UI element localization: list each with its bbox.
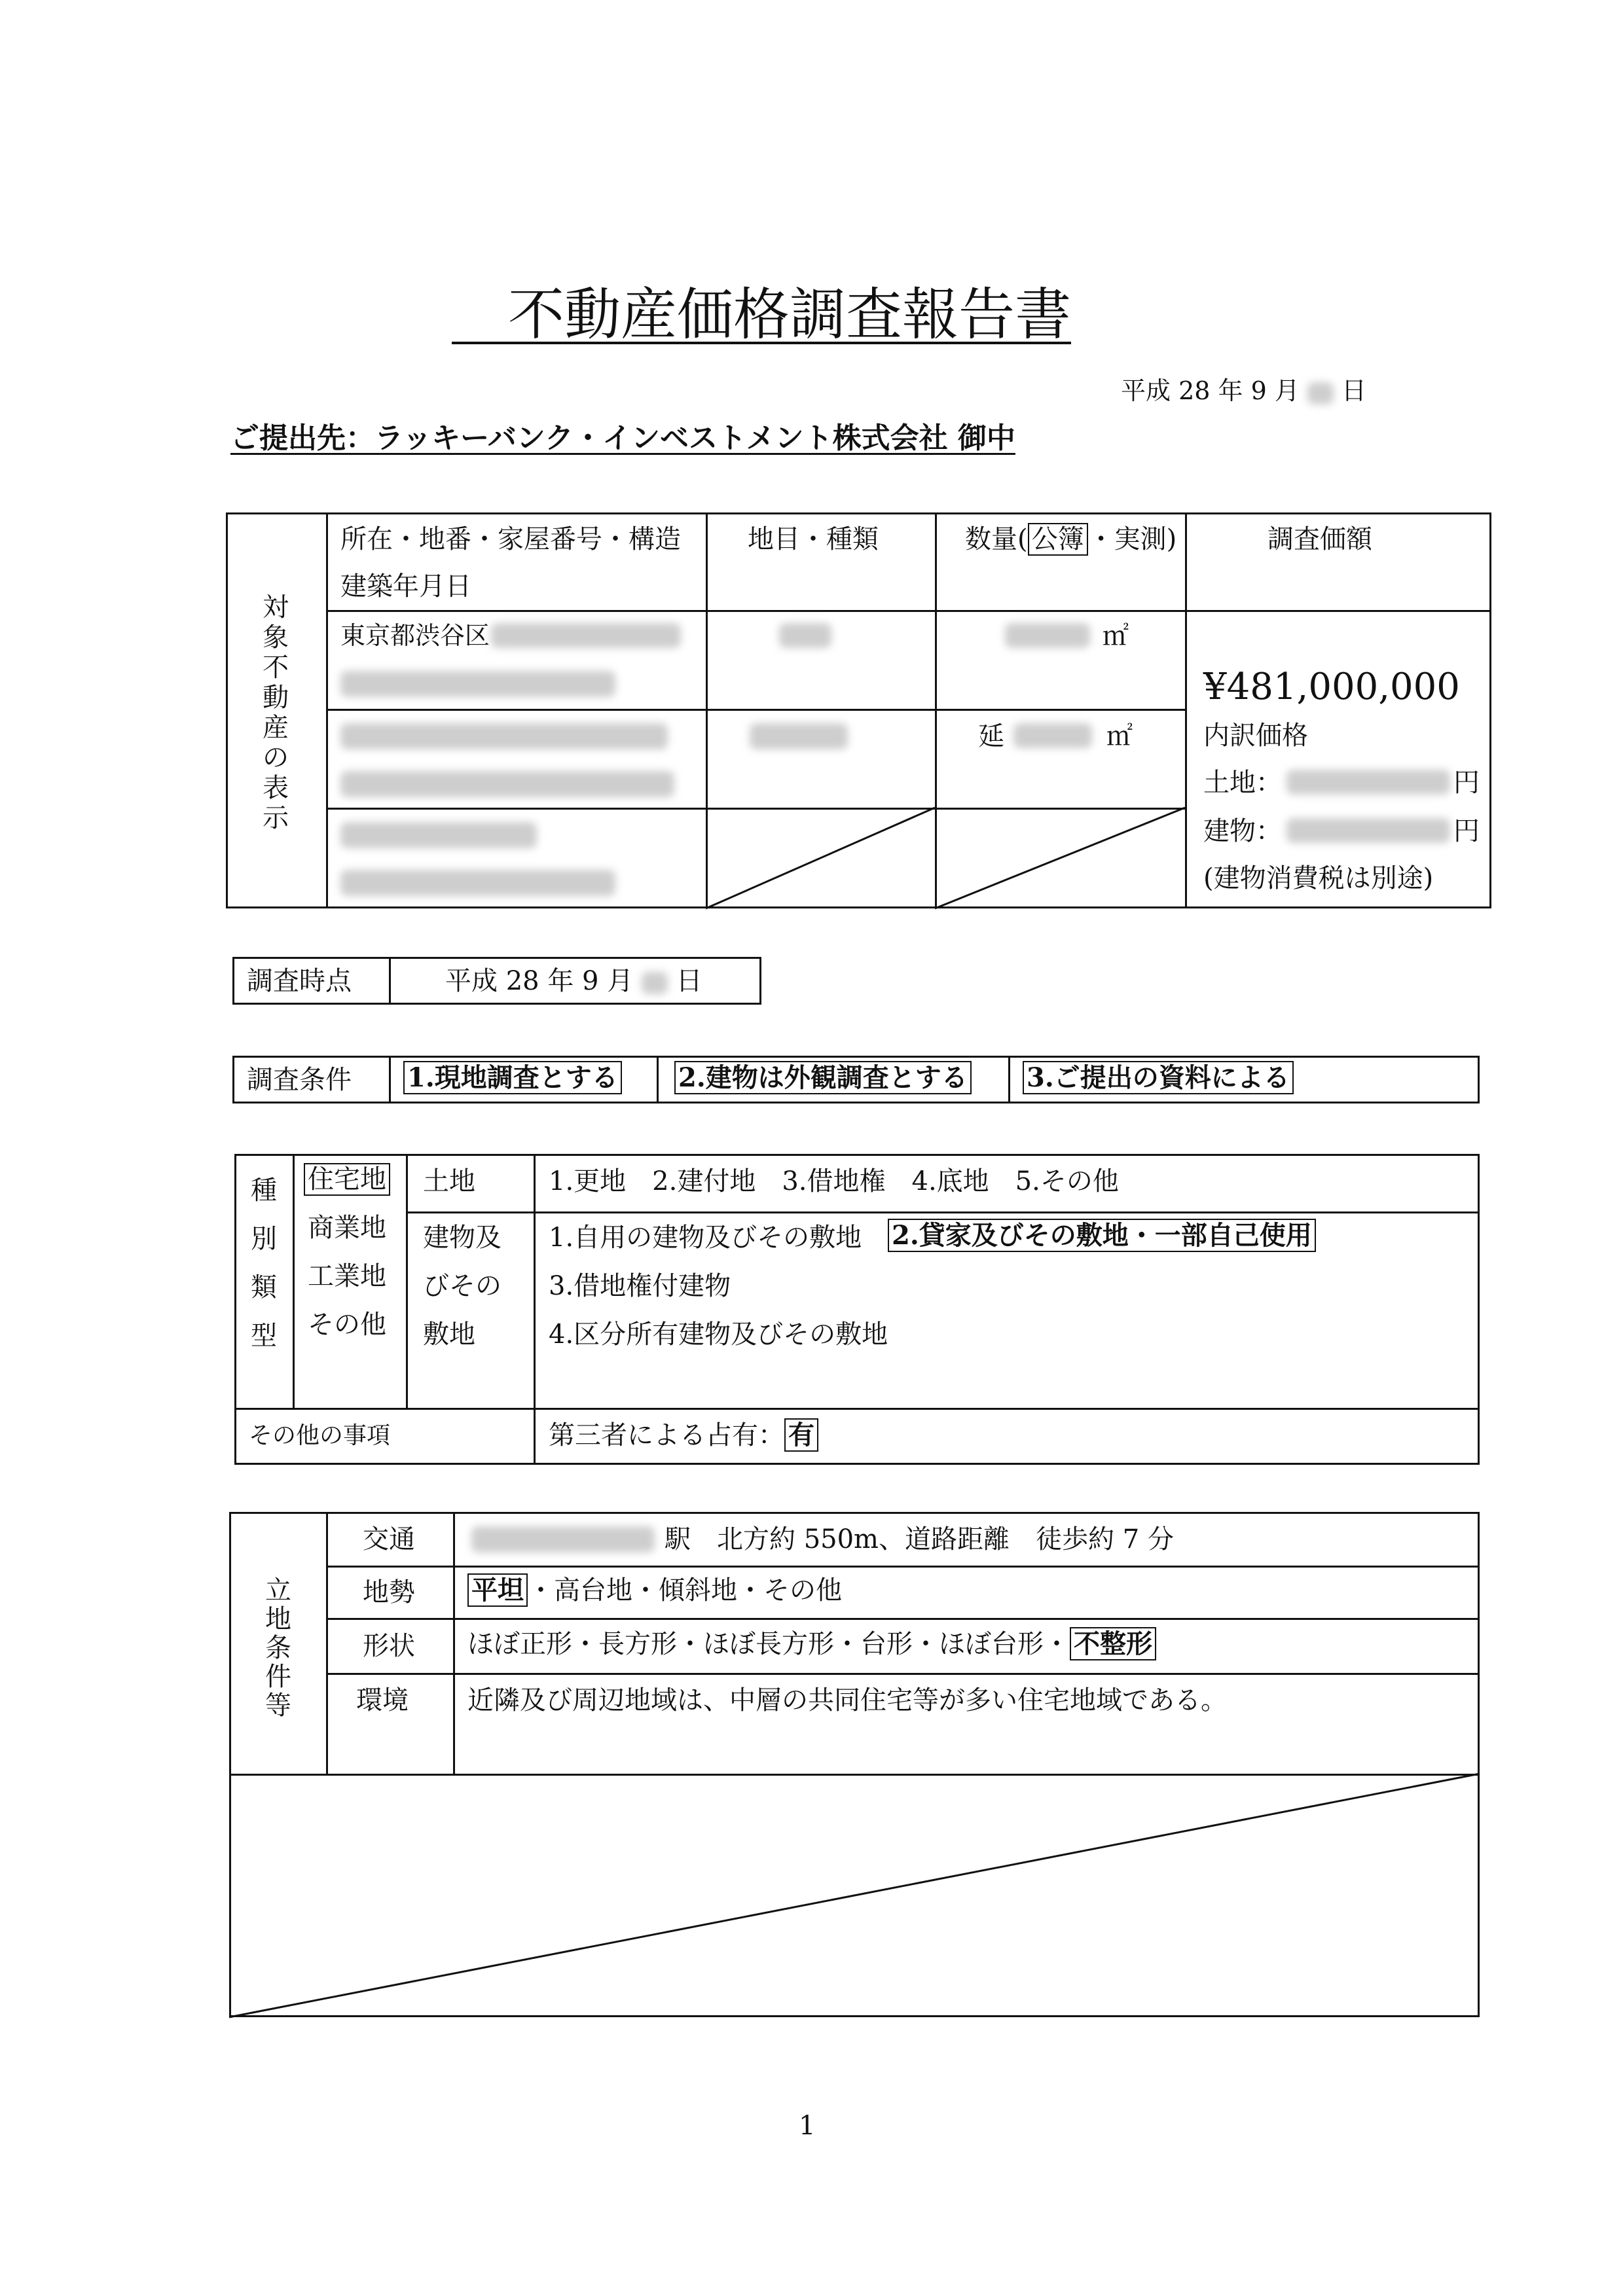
area-unit: ㎡ bbox=[1103, 621, 1129, 651]
other-matters-label: その他の事項 bbox=[249, 1422, 391, 1449]
building-price-yen: 円 bbox=[1453, 816, 1480, 846]
property-side-label: 対 象 不 動 産 の 表 示 bbox=[263, 592, 289, 833]
diagonal-strike bbox=[229, 1774, 1480, 2017]
redacted-station bbox=[471, 1526, 655, 1552]
floor-prefix: 延 bbox=[978, 721, 1004, 751]
building-price-label: 建物： bbox=[1203, 816, 1282, 846]
redacted-address bbox=[491, 623, 681, 648]
environment-value: 近隣及び周辺地域は、中層の共同住宅等が多い住宅地域である。 bbox=[467, 1685, 1227, 1715]
shape-value: ほぼ正形・長方形・ほぼ長方形・台形・ほぼ台形・ 不整形 bbox=[467, 1631, 1156, 1657]
occupancy: 第三者による占有： 有 bbox=[549, 1422, 818, 1448]
redacted-building-4 bbox=[340, 870, 615, 896]
redacted-lot bbox=[340, 671, 615, 697]
land-price-yen: 円 bbox=[1453, 768, 1480, 798]
redacted-building-type bbox=[750, 723, 848, 749]
environment-label: 環境 bbox=[356, 1685, 409, 1715]
building-option-4: 4.区分所有建物及びその敷地 bbox=[549, 1319, 888, 1350]
page-title: 不動産価格調査報告書 bbox=[452, 282, 1071, 348]
use-option: 商業地 bbox=[308, 1213, 386, 1243]
redacted-floor-area bbox=[1013, 723, 1092, 748]
use-selected: 住宅地 bbox=[304, 1166, 390, 1193]
type-side-label: 種 別 類 型 bbox=[251, 1175, 277, 1351]
survey-time-label: 調査時点 bbox=[247, 966, 352, 996]
report-date: 平成 28 年 9 月 日 bbox=[1121, 376, 1367, 405]
conditions-label: 調査条件 bbox=[247, 1065, 352, 1095]
row1-location: 東京都渋谷区 bbox=[340, 621, 490, 650]
redacted-building-1 bbox=[340, 723, 668, 749]
total-price: ¥481,000,000 bbox=[1203, 666, 1460, 708]
building-option-1: 1.自用の建物及びその敷地 bbox=[549, 1223, 862, 1253]
header-price: 調査価額 bbox=[1267, 524, 1372, 554]
building-label-3: 敷地 bbox=[423, 1319, 475, 1350]
terrain-label: 地勢 bbox=[363, 1577, 415, 1607]
redacted-building-3 bbox=[340, 822, 537, 848]
redacted-area bbox=[1005, 623, 1090, 648]
survey-time-value: 平成 28 年 9 月 日 bbox=[445, 966, 702, 996]
transport-label: 交通 bbox=[363, 1524, 415, 1554]
transport-value: 駅 北方約 550m、道路距離 徒歩約 7 分 bbox=[665, 1524, 1174, 1554]
header-category: 地目・種類 bbox=[748, 524, 879, 554]
redacted-category bbox=[779, 623, 831, 648]
header-location: 所在・地番・家屋番号・構造 bbox=[340, 524, 681, 554]
land-label: 土地 bbox=[423, 1166, 475, 1196]
land-price-label: 土地： bbox=[1203, 768, 1282, 798]
diagonal-strike bbox=[706, 808, 935, 908]
header-quantity: 数量( 公簿 ・実測) bbox=[965, 524, 1177, 554]
shape-label: 形状 bbox=[363, 1631, 415, 1661]
condition-item: 2.建物は外観調査とする bbox=[674, 1065, 972, 1091]
tax-note: (建物消費税は別途) bbox=[1203, 863, 1434, 893]
land-options: 1.更地 2.建付地 3.借地権 4.底地 5.その他 bbox=[549, 1166, 1119, 1196]
condition-item: 3.ご提出の資料による bbox=[1023, 1065, 1294, 1091]
use-option: 工業地 bbox=[308, 1261, 386, 1291]
redacted-building-price bbox=[1286, 818, 1450, 843]
building-label-2: びその bbox=[423, 1271, 501, 1301]
building-option-3: 3.借地権付建物 bbox=[549, 1271, 731, 1301]
location-side-label: 立 地 条 件 等 bbox=[265, 1575, 291, 1721]
use-option: その他 bbox=[308, 1310, 386, 1340]
building-label-1: 建物及 bbox=[423, 1223, 501, 1253]
page-number: 1 bbox=[799, 2111, 816, 2141]
building-option-2-selected: 2.貸家及びその敷地・一部自己使用 bbox=[888, 1223, 1316, 1249]
diagonal-strike bbox=[935, 808, 1185, 908]
redacted-building-2 bbox=[340, 771, 674, 797]
redacted-land-price bbox=[1286, 770, 1450, 795]
terrain-value: 平坦 ・高台地・傾斜地・その他 bbox=[467, 1577, 842, 1604]
breakdown-label: 内訳価格 bbox=[1203, 721, 1308, 751]
recipient: ご提出先：ラッキーバンク・インベストメント株式会社 御中 bbox=[230, 422, 1015, 455]
floor-area-unit: ㎡ bbox=[1106, 721, 1133, 751]
header-built-date: 建築年月日 bbox=[340, 571, 471, 601]
condition-item: 1.現地調査とする bbox=[403, 1065, 622, 1091]
